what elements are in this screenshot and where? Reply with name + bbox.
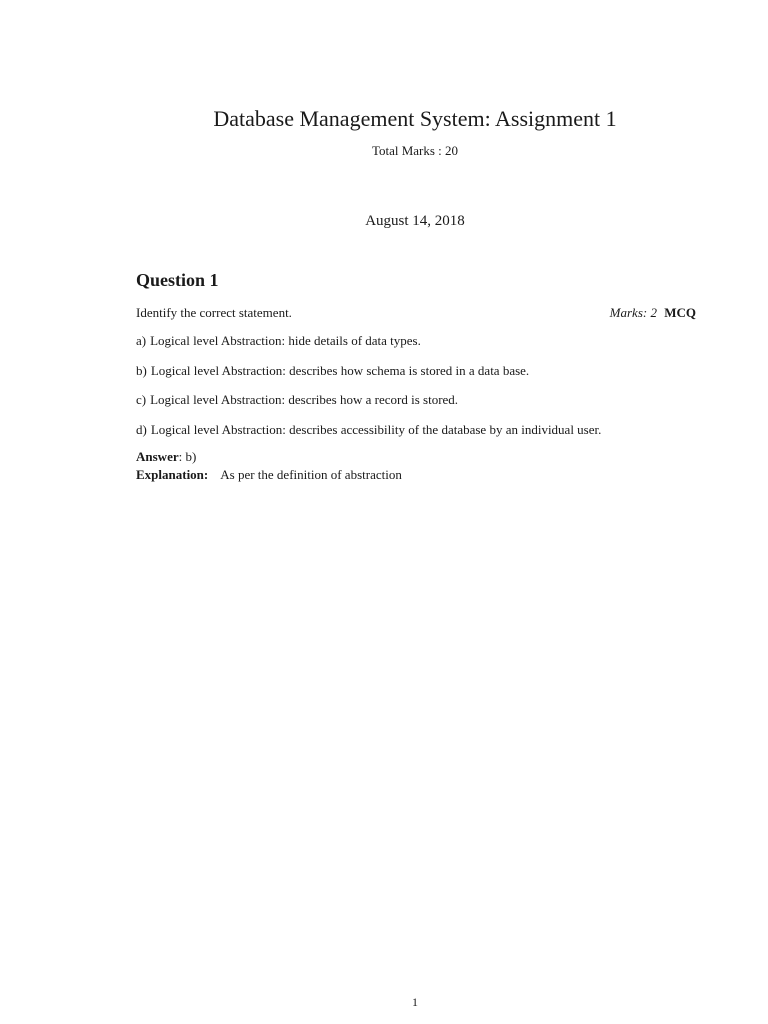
option-letter: d) [136,421,147,437]
option-text: Logical level Abstraction: describes accessibility of the database by an individual user. [150,421,602,437]
option-letter: c) [136,392,147,407]
answer-value: : b) [178,449,197,464]
option-letter: b) [136,362,147,378]
option-d [136,420,736,440]
question-heading: Question 1 [136,270,219,290]
marks-label: Marks: [609,305,648,320]
explanation-line [136,466,402,484]
document-date: August 14, 2018 [365,213,465,229]
option-text: Logical level Abstraction: hide details of data types. [150,333,421,348]
answer-label: Answer [136,449,179,464]
option-a [136,331,736,351]
option-list [136,331,736,449]
explanation-label: Explanation: [136,467,209,482]
page-number: 1 [412,995,418,1009]
option-c [136,390,736,410]
answer-line [136,448,196,466]
question-prompt: Identify the correct statement. [136,305,292,320]
question-prompt-row [136,303,696,323]
explanation-text: As per the definition of abstraction [220,467,402,482]
option-letter: a) [136,333,147,348]
option-text: Logical level Abstraction: describes how schema is stored in a data base. [150,362,530,378]
total-marks: Total Marks : 20 [371,143,459,158]
page-title: Database Management System: Assignment 1 [213,106,617,131]
question-marks [610,303,696,323]
marks-value: 2 [650,305,657,320]
question-type: MCQ [664,305,696,320]
option-b [136,361,736,381]
option-text: Logical level Abstraction: describes how a record is stored. [150,392,459,407]
